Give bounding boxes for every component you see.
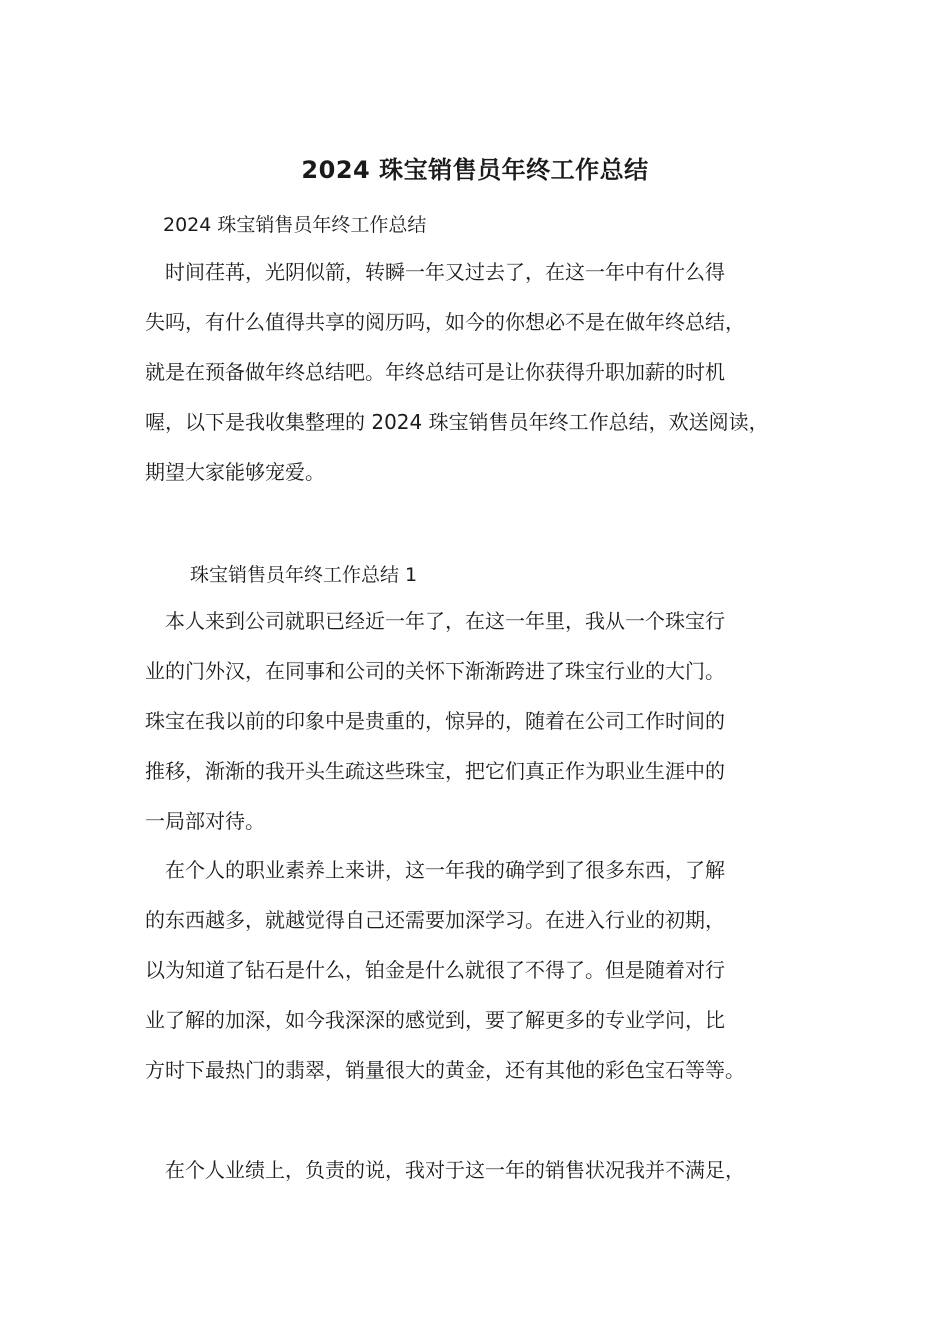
- text-line: 珠宝在我以前的印象中是贵重的，惊异的，随着在公司工作时间的: [145, 709, 725, 733]
- text-line: 本人来到公司就职已经近一年了，在这一年里，我从一个珠宝行: [145, 609, 725, 633]
- text-line: 时间荏苒，光阴似箭，转瞬一年又过去了，在这一年中有什么得: [145, 260, 725, 284]
- text-line: 业的门外汉，在同事和公司的关怀下渐渐跨进了珠宝行业的大门。: [145, 659, 725, 683]
- text-line: 在个人业绩上，负责的说，我对于这一年的销售状况我并不满足，: [145, 1158, 745, 1182]
- text-line: 的东西越多，就越觉得自己还需要加深学习。在进入行业的初期，: [145, 908, 725, 932]
- text-line: 一局部对待。: [145, 809, 265, 833]
- text-line: 失吗，有什么值得共享的阅历吗，如今的你想必不是在做年终总结，: [145, 310, 745, 334]
- intro-paragraph: [145, 247, 815, 497]
- text-line: 喔，以下是我收集整理的 2024 珠宝销售员年终工作总结，欢送阅读，: [145, 410, 769, 434]
- section-heading: 珠宝销售员年终工作总结 1: [190, 564, 418, 586]
- document-subtitle: 2024 珠宝销售员年终工作总结: [163, 214, 427, 236]
- text-line: 方时下最热门的翡翠，销量很大的黄金，还有其他的彩色宝石等等。: [145, 1058, 745, 1082]
- text-line: 期望大家能够宠爱。: [145, 460, 325, 484]
- text-line: 业了解的加深，如今我深深的感觉到，要了解更多的专业学问，比: [145, 1008, 725, 1032]
- text-line: 就是在预备做年终总结吧。年终总结可是让你获得升职加薪的时机: [145, 360, 725, 384]
- body-paragraph-3: [145, 1145, 815, 1195]
- document-title: 2024 珠宝销售员年终工作总结: [301, 156, 649, 184]
- body-paragraph-1: [145, 596, 815, 846]
- body-paragraph-2: [145, 845, 815, 1095]
- text-line: 在个人的职业素养上来讲，这一年我的确学到了很多东西，了解: [145, 858, 725, 882]
- text-line: 以为知道了钻石是什么，铂金是什么就很了不得了。但是随着对行: [145, 958, 725, 982]
- text-line: 推移，渐渐的我开头生疏这些珠宝，把它们真正作为职业生涯中的: [145, 759, 725, 783]
